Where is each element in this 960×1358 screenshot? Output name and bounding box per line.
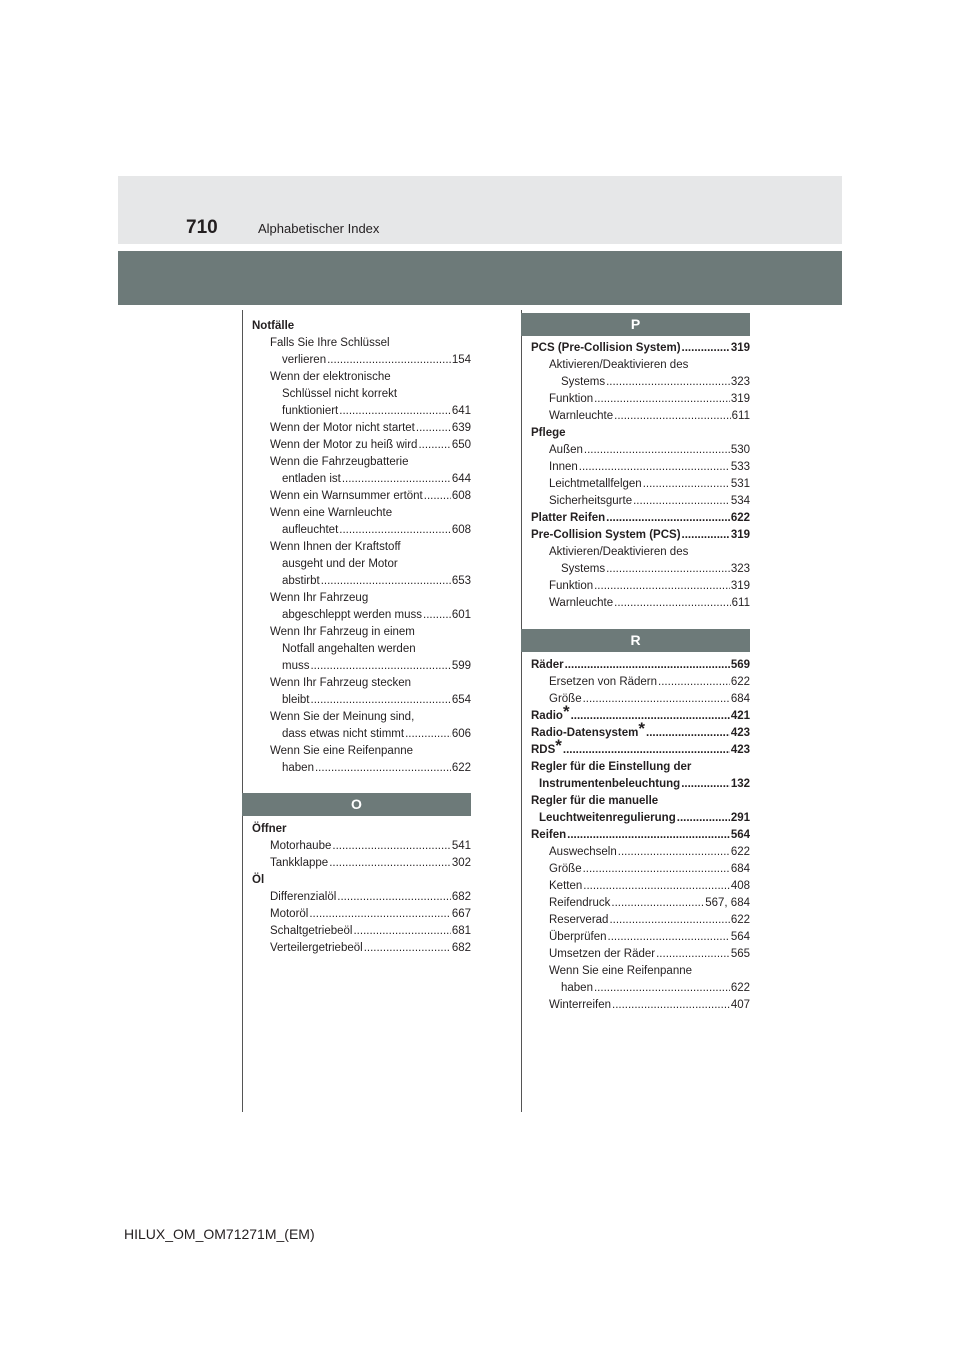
column-divider-middle	[521, 310, 522, 1112]
entry-term: Ersetzen von Rädern	[549, 676, 658, 688]
index-subentry: Wenn Sie der Meinung sind,	[270, 711, 415, 723]
dot-leader	[364, 940, 451, 957]
dot-leader	[405, 726, 451, 743]
index-column-1-o	[252, 821, 471, 957]
page-reference: 407	[730, 999, 750, 1011]
dot-leader	[342, 471, 451, 488]
page-reference: 641	[451, 405, 471, 417]
index-heading	[531, 340, 750, 357]
page-reference: 622	[730, 512, 750, 524]
dot-leader	[337, 889, 451, 906]
page-reference: 323	[730, 563, 750, 575]
dot-leader	[567, 827, 730, 844]
entry-term: Sicherheitsgurte	[549, 495, 633, 507]
page-reference: 564	[730, 829, 750, 841]
index-subentry	[531, 929, 750, 946]
dot-leader	[321, 573, 451, 590]
dot-leader	[310, 658, 450, 675]
column-divider-left	[242, 310, 243, 1112]
page-reference: 644	[451, 473, 471, 485]
page-reference: 534	[730, 495, 750, 507]
entry-term: Warnleuchte	[549, 597, 614, 609]
index-subentry	[252, 906, 471, 923]
entry-term: Warnleuchte	[549, 410, 614, 422]
index-subentry	[252, 522, 471, 539]
index-subentry	[531, 997, 750, 1014]
dot-leader	[594, 391, 730, 408]
entry-term: RDS	[531, 744, 556, 756]
letter-band-o: O	[242, 793, 471, 816]
entry-term: Verteilergetriebeöl	[270, 942, 363, 954]
page-reference: 622	[730, 914, 750, 926]
index-heading	[531, 527, 750, 544]
index-subentry	[252, 692, 471, 709]
index-subentry	[531, 878, 750, 895]
page-reference: 319	[730, 393, 750, 405]
index-subentry	[252, 471, 471, 488]
document-code: HILUX_OM_OM71271M_(EM)	[124, 1226, 315, 1242]
page-reference: 569	[730, 659, 750, 671]
dot-leader	[583, 691, 730, 708]
index-subentry: Wenn Ihnen der Kraftstoff	[270, 541, 401, 553]
index-subentry: Wenn Ihr Fahrzeug stecken	[270, 677, 412, 689]
page-reference: 302	[451, 857, 471, 869]
index-subentry	[531, 493, 750, 510]
entry-term: Systems	[561, 563, 606, 575]
entry-term: Innen	[549, 461, 578, 473]
page-reference: 531	[730, 478, 750, 490]
dot-leader	[563, 742, 730, 759]
dot-leader	[583, 861, 730, 878]
dot-leader	[424, 488, 451, 505]
dot-leader	[682, 527, 730, 544]
entry-term: Größe	[549, 693, 582, 705]
page-reference: 682	[451, 942, 471, 954]
index-subentry	[531, 895, 750, 912]
page-reference: 291	[730, 812, 750, 824]
index-subentry	[531, 374, 750, 391]
footnote-star: *	[638, 719, 645, 738]
entry-term: verlieren	[282, 354, 327, 366]
index-heading	[531, 657, 750, 674]
index-subentry: Wenn der elektronische	[270, 371, 391, 383]
index-subentry	[531, 408, 750, 425]
dot-leader	[565, 657, 730, 674]
dot-leader	[618, 844, 730, 861]
page-reference: 682	[451, 891, 471, 903]
index-column-2-r	[531, 657, 750, 1014]
entry-term: Leichtmetallfelgen	[549, 478, 642, 490]
footnote-star: *	[555, 736, 562, 755]
page-reference: 319	[730, 342, 750, 354]
page-reference: 423	[730, 727, 750, 739]
index-subentry	[531, 844, 750, 861]
dot-leader	[646, 725, 730, 742]
entry-term: Räder	[531, 659, 564, 671]
index-subentry	[531, 442, 750, 459]
index-subentry: Aktivieren/Deaktivieren des	[549, 546, 689, 558]
entry-term: Überprüfen	[549, 931, 607, 943]
index-subentry	[252, 889, 471, 906]
entry-term: Platter Reifen	[531, 512, 606, 524]
dot-leader	[677, 810, 730, 827]
index-heading: Pflege	[531, 427, 566, 439]
entry-term: Tankklappe	[270, 857, 329, 869]
page-reference: 650	[451, 439, 471, 451]
entry-term: Wenn der Motor zu heiß wird	[270, 439, 418, 451]
entry-term: Außen	[549, 444, 583, 456]
page-reference: 601	[451, 609, 471, 621]
page-reference: 606	[451, 728, 471, 740]
page-reference: 530	[730, 444, 750, 456]
entry-term: Radio	[531, 710, 563, 722]
entry-term: Radio-Datensystem	[531, 727, 639, 739]
entry-term: Differenzialöl	[270, 891, 337, 903]
index-subentry: Schlüssel nicht korrekt	[282, 388, 398, 400]
page-reference: 681	[451, 925, 471, 937]
entry-term: Schaltgetriebeöl	[270, 925, 353, 937]
dot-leader	[583, 878, 730, 895]
page-reference: 323	[730, 376, 750, 388]
index-subentry: Wenn Sie eine Reifenpanne	[270, 745, 414, 757]
index-subentry: Wenn die Fahrzeugbatterie	[270, 456, 409, 468]
index-subentry	[252, 760, 471, 777]
index-subentry	[252, 855, 471, 872]
index-subentry	[531, 946, 750, 963]
index-subentry	[531, 674, 750, 691]
index-subentry	[252, 420, 471, 437]
entry-term: PCS (Pre-Collision System)	[531, 342, 681, 354]
page-reference: 421	[730, 710, 750, 722]
entry-term: Reifen	[531, 829, 567, 841]
entry-term: Ketten	[549, 880, 583, 892]
page-reference: 622	[730, 846, 750, 858]
entry-term: Leuchtweitenregulierung	[539, 812, 676, 824]
entry-term: Umsetzen der Räder	[549, 948, 656, 960]
index-subentry	[252, 607, 471, 624]
index-heading	[531, 736, 750, 759]
letter-band-p: P	[521, 313, 750, 336]
page-reference: 684	[730, 693, 750, 705]
index-subentry	[252, 838, 471, 855]
index-subentry: Wenn Ihr Fahrzeug	[270, 592, 369, 604]
index-subentry: ausgeht und der Motor	[282, 558, 398, 570]
entry-term: Funktion	[549, 393, 594, 405]
entry-term: abgeschleppt werden muss	[282, 609, 422, 621]
entry-term: haben	[282, 762, 314, 774]
page-reference: 567, 684	[705, 897, 750, 909]
page-number: 710	[186, 217, 218, 238]
index-subentry	[252, 726, 471, 743]
index-subentry	[531, 578, 750, 595]
entry-term: Reifendruck	[549, 897, 611, 909]
entry-term: Pre-Collision System (PCS)	[531, 529, 681, 541]
page-reference: 599	[451, 660, 471, 672]
dot-leader	[606, 510, 730, 527]
index-heading	[531, 719, 750, 742]
entry-term: Winterreifen	[549, 999, 611, 1011]
dot-leader	[329, 855, 451, 872]
index-subentry	[252, 403, 471, 420]
index-subentry: Wenn eine Warnleuchte	[270, 507, 393, 519]
dot-leader	[611, 895, 704, 912]
page-reference: 132	[730, 778, 750, 790]
index-subentry	[531, 391, 750, 408]
page-reference: 154	[451, 354, 471, 366]
dot-leader	[579, 459, 730, 476]
page-reference: 423	[730, 744, 750, 756]
entry-term: Wenn der Motor nicht startet	[270, 422, 415, 434]
index-heading	[531, 510, 750, 527]
entry-term: bleibt	[282, 694, 310, 706]
dot-leader	[418, 437, 450, 454]
letter-band-r: R	[521, 629, 750, 652]
entry-term: abstirbt	[282, 575, 320, 587]
index-subentry	[252, 488, 471, 505]
index-subentry	[252, 573, 471, 590]
entry-term: Auswechseln	[549, 846, 617, 858]
dot-leader	[571, 708, 730, 725]
entry-term: entladen ist	[282, 473, 341, 485]
index-subentry: Wenn Ihr Fahrzeug in einem	[270, 626, 415, 638]
dot-leader	[612, 997, 730, 1014]
index-subentry	[531, 459, 750, 476]
dot-leader	[656, 946, 730, 963]
index-subentry	[531, 861, 750, 878]
dot-leader	[606, 374, 730, 391]
index-subentry	[252, 437, 471, 454]
dot-leader	[608, 929, 730, 946]
dot-leader	[681, 776, 730, 793]
dot-leader	[606, 561, 730, 578]
index-subentry	[531, 912, 750, 929]
index-subentry	[252, 352, 471, 369]
dot-leader	[643, 476, 730, 493]
index-subentry: Notfall angehalten werden	[282, 643, 416, 655]
dot-leader	[682, 340, 730, 357]
entry-term: Motorhaube	[270, 840, 332, 852]
dot-leader	[594, 980, 730, 997]
entry-term: aufleuchtet	[282, 524, 339, 536]
entry-term: funktioniert	[282, 405, 339, 417]
header-bar	[118, 176, 842, 244]
index-subentry	[252, 658, 471, 675]
index-heading: Regler für die Einstellung der	[531, 761, 692, 773]
page-reference: 608	[451, 490, 471, 502]
dot-leader	[309, 906, 450, 923]
entry-term: Motoröl	[270, 908, 309, 920]
entry-term: Instrumentenbeleuchtung	[539, 778, 681, 790]
index-subentry	[531, 561, 750, 578]
dot-leader	[327, 352, 451, 369]
dot-leader	[332, 838, 450, 855]
page-reference: 541	[451, 840, 471, 852]
index-subentry: Aktivieren/Deaktivieren des	[549, 359, 689, 371]
page-reference: 611	[731, 597, 750, 609]
page-reference: 533	[730, 461, 750, 473]
dot-leader	[633, 493, 730, 510]
dot-leader	[315, 760, 451, 777]
page-reference: 319	[730, 580, 750, 592]
index-subentry	[252, 940, 471, 957]
dot-leader	[584, 442, 730, 459]
index-heading: Öl	[252, 874, 265, 886]
index-heading-cont	[531, 810, 750, 827]
index-heading-cont	[531, 776, 750, 793]
page-reference: 639	[451, 422, 471, 434]
entry-term: haben	[561, 982, 593, 994]
page-reference: 622	[730, 676, 750, 688]
entry-term: Reserverad	[549, 914, 609, 926]
dot-leader	[423, 607, 451, 624]
index-subentry: Falls Sie Ihre Schlüssel	[270, 337, 390, 349]
index-column-1	[252, 318, 471, 777]
index-subentry	[531, 595, 750, 612]
entry-term: muss	[282, 660, 310, 672]
entry-term: Wenn ein Warnsummer ertönt	[270, 490, 423, 502]
index-heading: Öffner	[252, 823, 287, 835]
page-reference: 653	[451, 575, 471, 587]
footnote-star: *	[562, 702, 570, 721]
entry-term: Größe	[549, 863, 582, 875]
entry-term: Funktion	[549, 580, 594, 592]
index-subentry	[252, 923, 471, 940]
dot-leader	[353, 923, 450, 940]
page-reference: 622	[730, 982, 750, 994]
dot-leader	[339, 403, 451, 420]
page-reference: 608	[451, 524, 471, 536]
page-reference: 611	[731, 410, 750, 422]
page-reference: 564	[730, 931, 750, 943]
index-subentry: Wenn Sie eine Reifenpanne	[549, 965, 693, 977]
dot-leader	[614, 408, 731, 425]
index-heading	[531, 827, 750, 844]
index-subentry	[531, 980, 750, 997]
section-title: Alphabetischer Index	[258, 221, 380, 236]
dot-leader	[311, 692, 451, 709]
page-reference: 622	[451, 762, 471, 774]
dot-leader	[416, 420, 451, 437]
page-reference: 408	[730, 880, 750, 892]
page-reference: 667	[451, 908, 471, 920]
index-column-2-p	[531, 340, 750, 612]
dot-leader	[594, 578, 730, 595]
page-reference: 654	[451, 694, 471, 706]
page-reference: 565	[730, 948, 750, 960]
header-band	[118, 251, 842, 305]
dot-leader	[614, 595, 731, 612]
dot-leader	[658, 674, 730, 691]
page-reference: 319	[730, 529, 750, 541]
dot-leader	[609, 912, 729, 929]
entry-term: Systems	[561, 376, 606, 388]
entry-term: dass etwas nicht stimmt	[282, 728, 405, 740]
index-subentry	[531, 476, 750, 493]
index-heading: Regler für die manuelle	[531, 795, 659, 807]
index-heading: Notfälle	[252, 320, 295, 332]
dot-leader	[339, 522, 451, 539]
page-reference: 684	[730, 863, 750, 875]
